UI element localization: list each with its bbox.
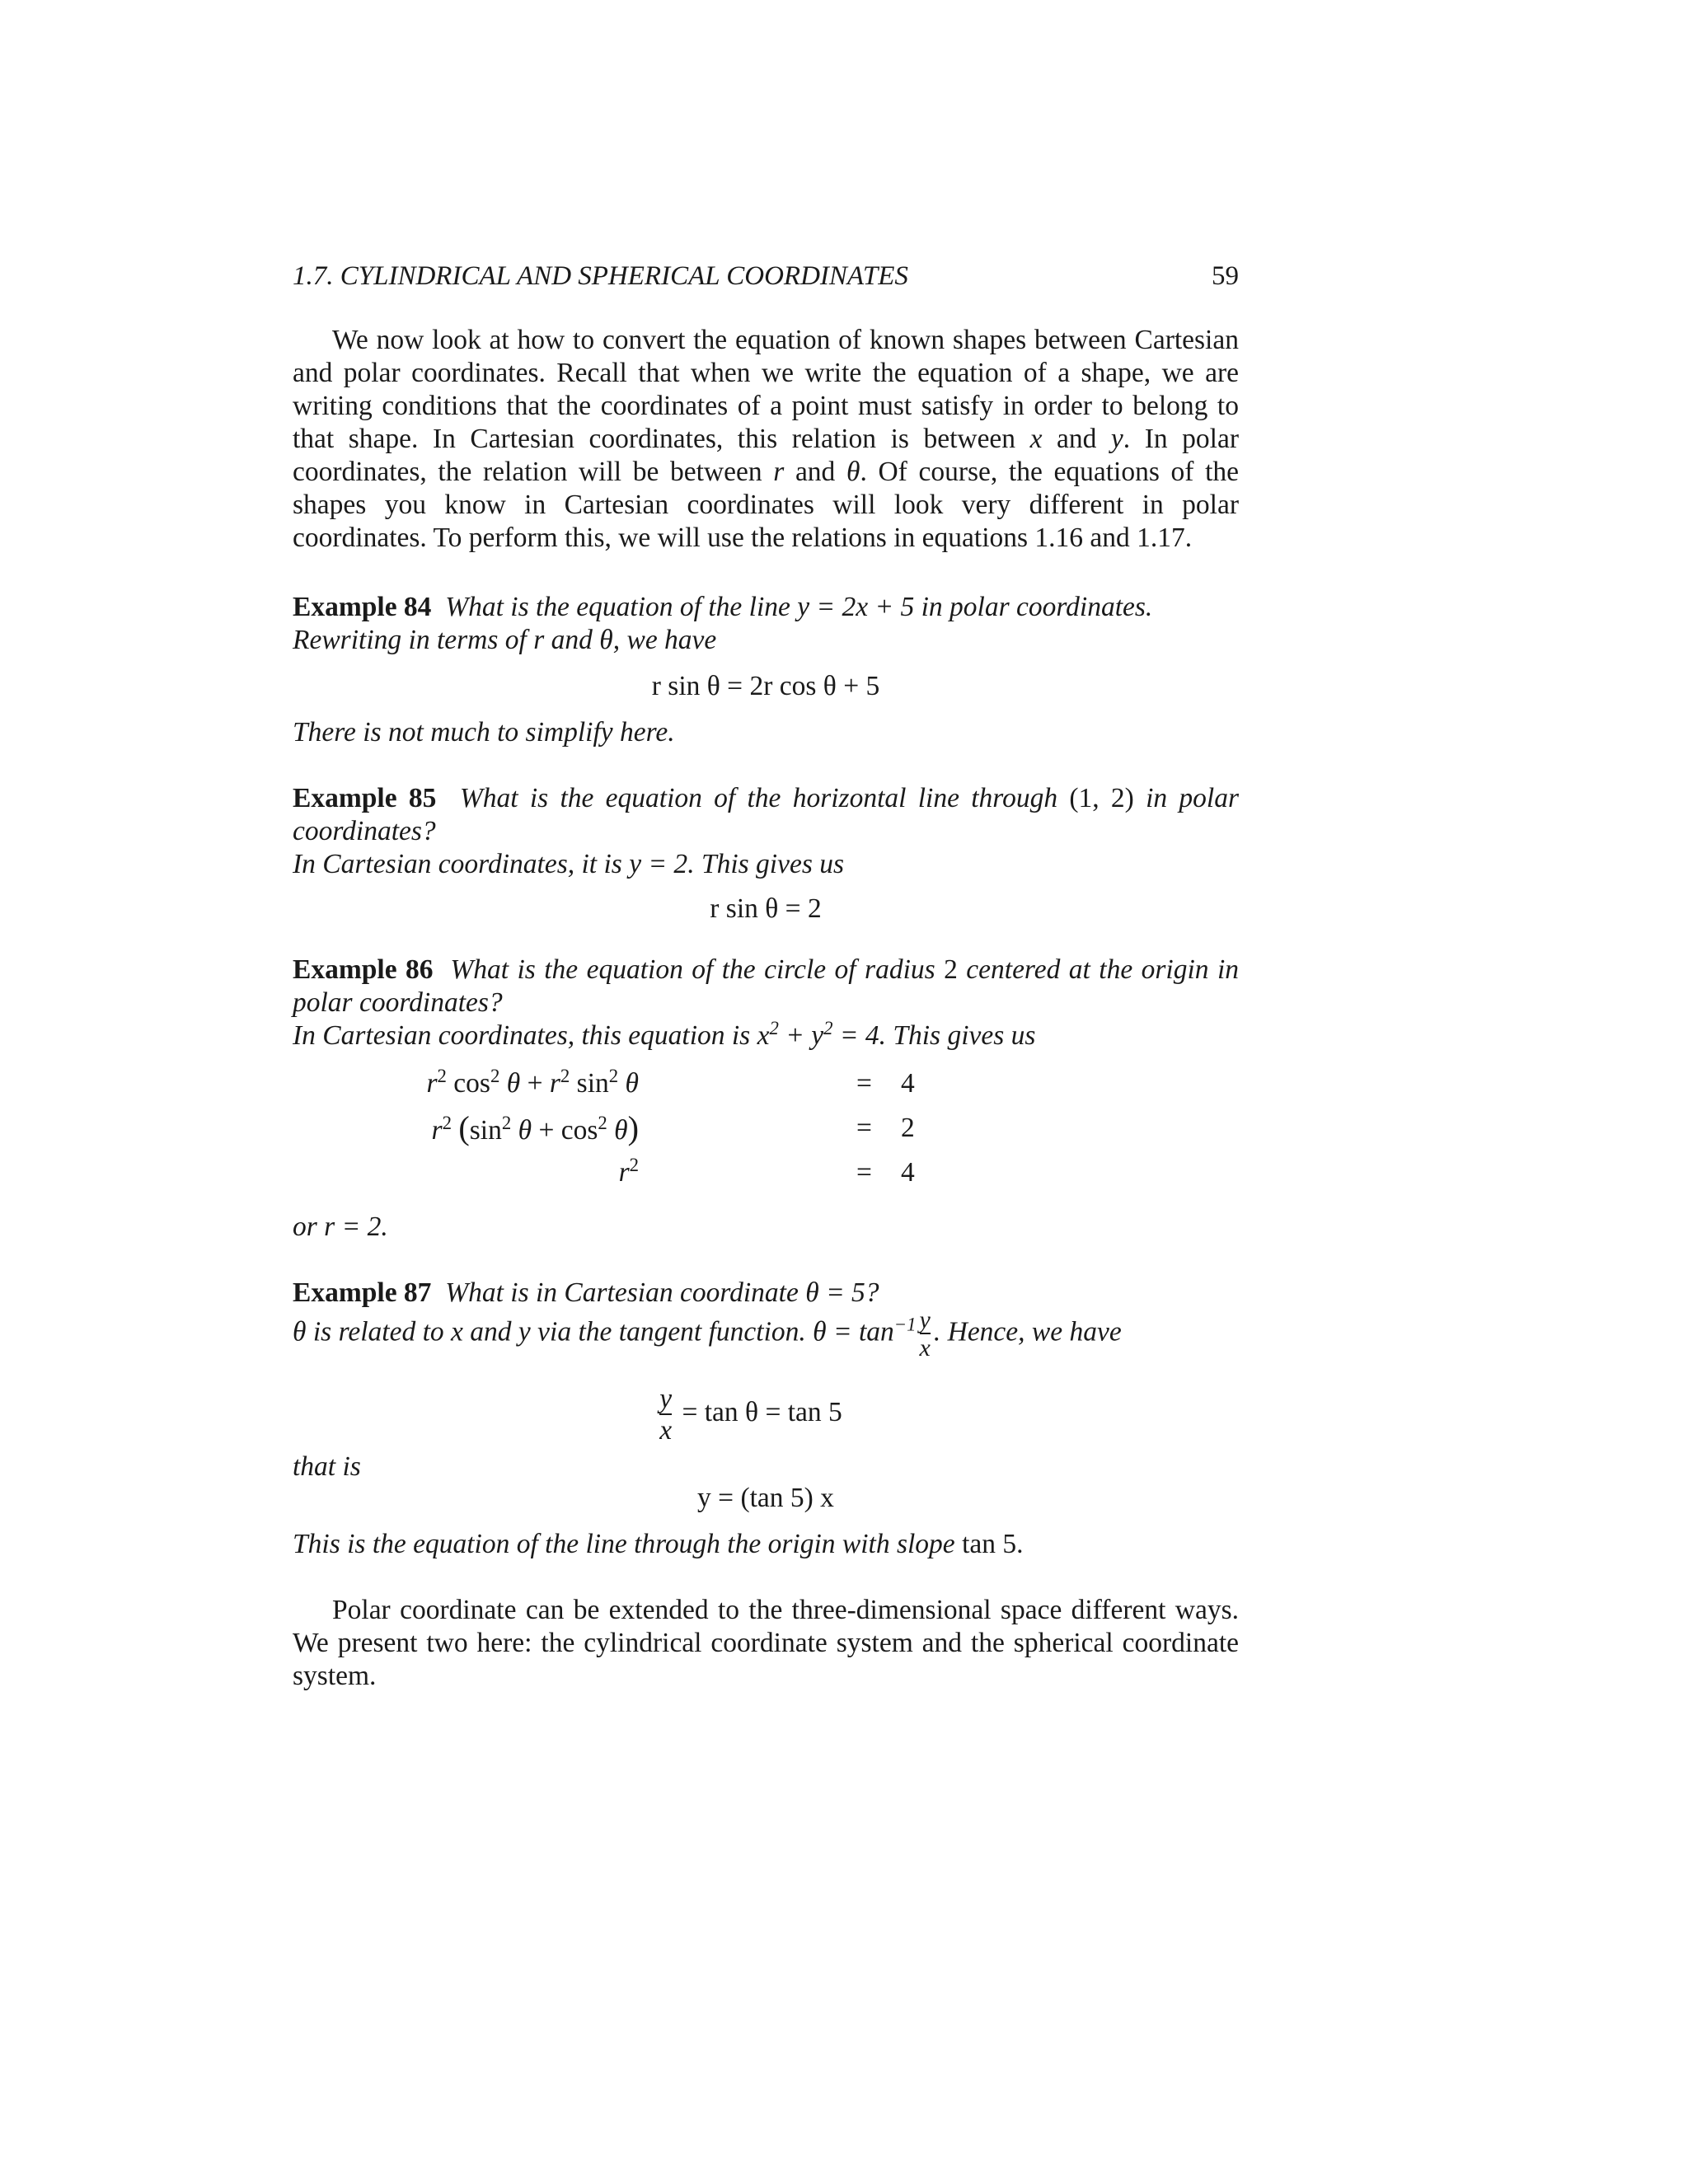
example-86-q1: What is the equation of the circle of radius — [450, 954, 945, 985]
example-84-q1: What is the equation of the line — [445, 592, 798, 622]
page-number: 59 — [1212, 261, 1239, 291]
eq-row-3-lhs: $r^2$ — [618, 1154, 639, 1188]
example-87-display-1 — [293, 1385, 1239, 1444]
intro-text-2: and — [1042, 424, 1111, 454]
eq-row-2 — [293, 1109, 1239, 1155]
eq-row-1-rhs: 4 — [901, 1068, 915, 1099]
example-87-q1: What is in Cartesian coordinate — [445, 1277, 806, 1308]
example-85-l2a: In Cartesian coordinates, it is — [293, 849, 630, 879]
eq-row-1-sign: = — [856, 1068, 872, 1099]
example-86-q2: centered at the origin in polar coordinates? — [293, 954, 1239, 1018]
eq-row-1-lhs: $r^2$ $\cos^2 \theta + r^2$ $\sin^2 \theta$ — [426, 1065, 639, 1099]
var-y: y — [1110, 424, 1123, 454]
example-85-l2c: . This gives us — [687, 849, 845, 879]
example-86-question — [293, 954, 1239, 1052]
example-87-l2f: via the tangent function. — [530, 1316, 814, 1347]
example-86-label: Example 86 — [293, 954, 434, 985]
eq-row-3 — [293, 1156, 1239, 1199]
example-87-question — [293, 1277, 1239, 1310]
example-85-display-eq: r sin θ = 2 — [710, 893, 822, 924]
example-87-l2g: θ = tan — [813, 1316, 894, 1347]
var-x: x — [1029, 424, 1043, 454]
example-87 — [293, 1277, 1239, 1561]
example-87-q-eq: θ = 5 — [805, 1277, 865, 1308]
eq-row-1 — [293, 1067, 1239, 1110]
section-title: 1.7. CYLINDRICAL AND SPHERICAL COORDINATES — [293, 261, 908, 291]
example-86-inline-eq: $x^2 + y^2 = 4$ — [757, 1017, 879, 1051]
example-87-l2d: and — [462, 1316, 518, 1347]
conclusion-c: . — [1016, 1529, 1024, 1559]
example-84-inline-eq: y = 2x + 5 — [797, 592, 915, 622]
example-87-l2h: −1 — [893, 1314, 917, 1335]
conclusion-b: tan 5 — [962, 1529, 1017, 1559]
example-87-that-is: that is — [293, 1451, 361, 1482]
display-1-rest: = tan θ = tan 5 — [675, 1397, 842, 1428]
example-86-radius: 2 — [944, 954, 958, 985]
example-86-eq-array — [293, 1067, 1239, 1199]
example-87-display-2: y = (tan 5) x — [697, 1483, 834, 1513]
example-85-label: Example 85 — [293, 783, 437, 813]
display-frac-num: y — [659, 1384, 673, 1414]
example-85 — [293, 782, 1239, 926]
eq-row-2-lhs: $r^2$ ($\sin^2$ $\theta + \cos^2 \theta$) — [431, 1109, 639, 1146]
intro-text-5: . Of course, the equations of the shapes you know in Cartesian coordinates will look very different in polar coordinates. To perform this, we will use the relations in equations 1.16 and 1.17. — [293, 457, 1239, 553]
display-frac-den: x — [659, 1414, 673, 1446]
running-header — [293, 260, 1239, 296]
example-85-question — [293, 782, 1239, 881]
example-87-l2i: . Hence, we have — [933, 1316, 1122, 1347]
example-86-l2a: In Cartesian coordinates, this equation is — [293, 1020, 757, 1051]
var-r: r — [773, 457, 785, 487]
inline-frac-num: y — [919, 1306, 931, 1333]
example-87-l2a: θ — [293, 1316, 307, 1347]
intro-paragraph — [293, 324, 1239, 555]
example-86-closing-or: or — [293, 1212, 325, 1242]
conclusion-a: This is the equation of the line through the origin with slope — [293, 1529, 963, 1559]
outro-paragraph: Polar coordinate can be extended to the three-dimensional space different ways. We present two here: the cylindrical coordinate system and the spherical coordinate system. — [293, 1595, 1239, 1691]
display-fraction — [659, 1385, 672, 1444]
example-84-l2e: , we have — [612, 625, 717, 655]
var-theta: θ — [846, 457, 860, 487]
example-84-note: There is not much to simplify here. — [293, 717, 675, 748]
example-85-point: (1, 2) — [1069, 783, 1134, 813]
example-84-l2c: and — [544, 625, 600, 655]
example-84 — [293, 591, 1239, 749]
example-87-label: Example 87 — [293, 1277, 432, 1308]
intro-text-3: . In polar coordinates, the relation will be between — [293, 424, 1239, 487]
example-87-line2 — [293, 1308, 1239, 1361]
example-87-l2c: x — [451, 1316, 463, 1347]
example-85-q2: in polar coordinates? — [293, 783, 1240, 846]
example-87-inline-fraction — [920, 1308, 931, 1361]
eq-row-2-rhs: 2 — [901, 1113, 915, 1143]
example-84-l2b: r — [533, 625, 545, 655]
example-84-label: Example 84 — [293, 592, 432, 622]
example-84-question — [293, 591, 1239, 657]
intro-text-1: We now look at how to convert the equation of known shapes between Cartesian and polar coordinates. Recall that when we write the equation of a shape, we are writing conditions that the coordinates of a point must satisfy in order to belong to that shape. In Cartesian coordinates, this relation is between — [293, 325, 1239, 454]
example-87-q2: ? — [865, 1277, 879, 1308]
example-86-closing — [293, 1211, 1239, 1244]
example-87-l2b: is related to — [306, 1316, 452, 1347]
example-84-q2: in polar coordinates. — [914, 592, 1153, 622]
eq-row-2-sign: = — [856, 1113, 872, 1143]
page-content — [293, 260, 1239, 1693]
example-86-closing-eq: r = 2. — [324, 1212, 388, 1242]
eq-row-3-rhs: 4 — [901, 1157, 915, 1188]
example-86-l2c: . This gives us — [879, 1020, 1036, 1051]
intro-text-4: and — [784, 457, 846, 487]
example-84-display-eq: r sin θ = 2r cos θ + 5 — [651, 671, 880, 701]
example-87-conclusion — [293, 1528, 1239, 1561]
example-86 — [293, 954, 1239, 1244]
example-85-q1: What is the equation of the horizontal line through — [459, 783, 1070, 813]
example-85-l2b: y = 2 — [629, 849, 688, 879]
inline-frac-den: x — [919, 1334, 931, 1361]
example-84-l2a: Rewriting in terms of — [293, 625, 534, 655]
example-87-l2e: y — [518, 1316, 531, 1347]
example-84-l2d: θ — [599, 625, 613, 655]
eq-row-3-sign: = — [856, 1157, 872, 1188]
